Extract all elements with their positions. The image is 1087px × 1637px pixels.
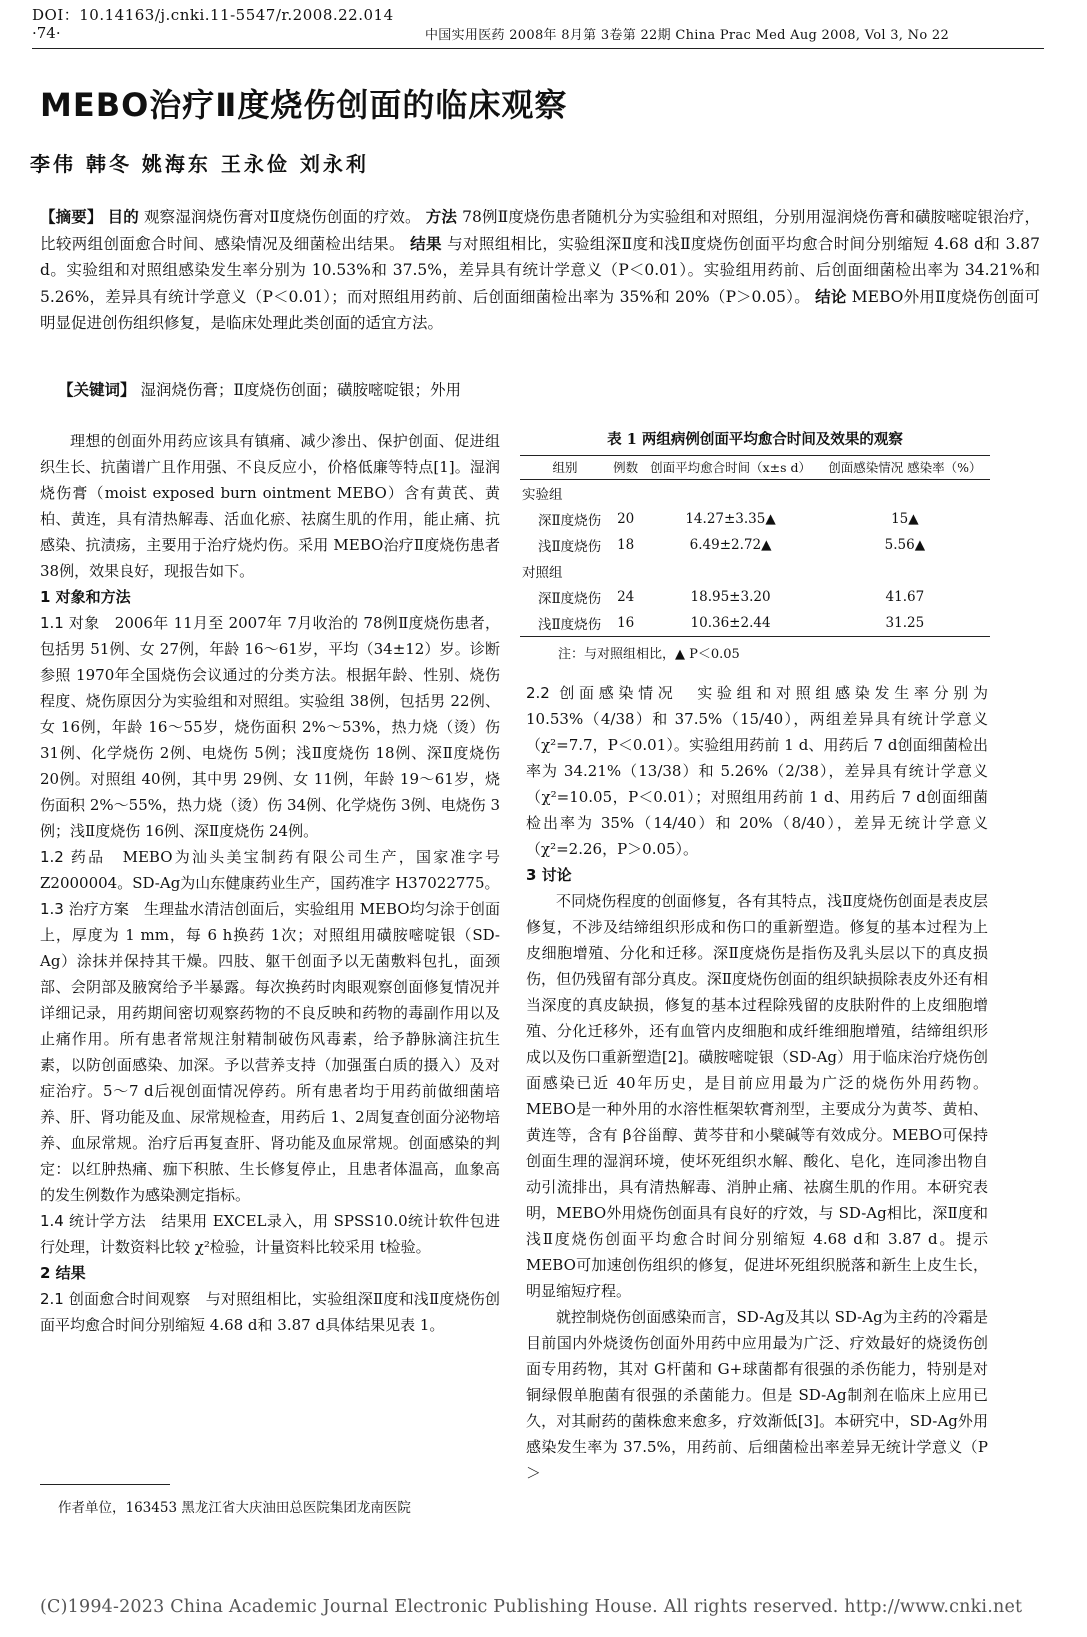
article-title: MEBO治疗Ⅱ度烧伤创面的临床观察 — [40, 86, 568, 124]
section-1-3 — [40, 896, 500, 1208]
table-cell: 24 — [617, 589, 635, 605]
table-group-label: 对照组 — [522, 565, 563, 581]
table-cell: 浅Ⅱ度烧伤 — [538, 617, 602, 633]
table-cell: 31.25 — [885, 615, 925, 631]
section-2-1-title: 2.1 创面愈合时间观察 — [40, 1290, 191, 1308]
abstract-conclusion-label: 结论 — [815, 286, 847, 306]
left-column — [40, 428, 500, 1338]
table-cell: 41.67 — [885, 589, 925, 605]
abstract — [40, 204, 1040, 337]
section-1-1-text: 2006年 11月至 2007年 7月收治的 78例Ⅱ度烧伤患者，包括男 51例、女 27例，年龄 16～61岁，平均（34±12）岁。诊断参照 1970年全国烧伤会议通过的分类方法。根据年龄、性别、烧伤程度、烧伤原因分为实验组和对照组。实验组 38例，包括男 22例、女 16例，年龄 16～55岁，烧伤面积 2%～53%，热力烧（烫）伤 31例、化学烧伤 2例、电烧伤 5例；浅Ⅱ度烧伤 18例、深Ⅱ度烧伤 20例。对照组 40例，其中男 29例、女 11例，年龄 19～61岁，烧伤面积 2%～55%，热力烧（烫）伤 34例、化学烧伤 3例、电烧伤 3例；浅Ⅱ度烧伤 16例、深Ⅱ度烧伤 24例。 — [40, 614, 500, 840]
table-row — [520, 610, 990, 637]
table-group-label: 实验组 — [522, 487, 563, 503]
table-cell: 5.56▲ — [884, 537, 926, 553]
article-authors: 李伟 韩冬 姚海东 王永俭 刘永利 — [30, 152, 369, 176]
table-cell: 18.95±3.20 — [690, 589, 771, 605]
table-row — [520, 506, 990, 532]
table-cell: 16 — [617, 615, 635, 631]
section-2-1 — [40, 1286, 500, 1338]
footnote-rule — [40, 1484, 170, 1485]
section-2-title: 2 结果 — [40, 1264, 86, 1282]
section-1-1-title: 1.1 对象 — [40, 614, 100, 632]
section-2-2-title: 2.2 创面感染情况 — [526, 684, 678, 702]
abstract-result: 与对照组相比，实验组深Ⅱ度和浅Ⅱ度烧伤创面平均愈合时间分别缩短 4.68 d和 3.87 d。实验组和对照组感染发生率分别为 10.53%和 37.5%，差异具有统计学意义（P＜0.01）。实验组用药前、后创面细菌检出率为 34.21%和 5.26%，差异具有统计学意义（P＜0.01）；而对照组用药前、后创面细菌检出率为 35%和 20%（P＞0.05）。 — [40, 234, 1040, 306]
abstract-conclusion: MEBO外用Ⅱ度烧伤创面可明显促进创伤组织修复，是临床处理此类创面的适宜方法。 — [40, 287, 1040, 332]
page-number: ·74· — [32, 24, 61, 42]
table-cell: 18 — [617, 537, 635, 553]
discussion-paragraph-2: 就控制烧伤创面感染而言，SD-Ag及其以 SD-Ag为主药的冷霜是目前国内外烧烫伤创面外用药中应用最为广泛、疗效最好的烧烫伤创面专用药物，其对 G杆菌和 G+球菌都有很强的杀伤能力，特别是对铜绿假单胞菌有很强的杀菌能力。但是 SD-Ag制剂在临床上应用已久，对其耐药的菌株愈来愈多，疗效渐低[3]。本研究中，SD-Ag外用感染发生率为 37.5%，用药前、后细菌检出率差异无统计学意义（P＞ — [526, 1308, 988, 1482]
journal-header: 中国实用医药 2008年 8月第 3卷第 22期 China Prac Med Aug 2008, Vol 3, No 22 — [425, 28, 950, 43]
abstract-result-label: 结果 — [410, 233, 442, 253]
section-1-2-title: 1.2 药品 — [40, 848, 106, 866]
section-2-1-text: 与对照组相比，实验组深Ⅱ度和浅Ⅱ度烧伤创面平均愈合时间分别缩短 4.68 d和 3.87 d具体结果见表 1。 — [40, 1290, 500, 1334]
section-2-2 — [526, 680, 988, 862]
table-1-grid — [520, 455, 990, 637]
table-row — [520, 532, 990, 558]
table-header-cell: 创面感染情况 感染率（%） — [828, 460, 982, 475]
section-3-title: 3 讨论 — [526, 866, 572, 884]
abstract-method: 78例Ⅱ度烧伤患者随机分为实验组和对照组，分别用湿润烧伤膏和磺胺嘧啶银治疗，比较两组创面愈合时间、感染情况及细菌检出结果。 — [40, 208, 1040, 253]
section-1-2-text: MEBO为汕头美宝制药有限公司生产，国家准字号 Z2000004。SD-Ag为山东健康药业生产，国药准字 H37022775。 — [40, 848, 500, 892]
right-column — [526, 680, 988, 1486]
abstract-method-label: 方法 — [425, 207, 458, 226]
section-1-1 — [40, 610, 500, 844]
keywords — [58, 378, 461, 400]
section-2-2-text: 实验组和对照组感染发生率分别为 10.53%（4/38）和 37.5%（15/40），两组差异具有统计学意义（χ²=7.7，P＜0.01）。实验组用药前 1 d、用药后 7 d创面细菌检出率为 34.21%（13/38）和 5.26%（2/38），差异具有统计学意义（χ²=10.05，P＜0.01）；对照组用药前 1 d、用药后 7 d创面细菌检出率为 35%（14/40）和 20%（8/40），差异无统计学意义（χ²=2.26，P＞0.05）。 — [526, 684, 988, 858]
copyright-watermark: (C)1994-2023 China Academic Journal Electronic Publishing House. All rights reserved. http://www.cnki.net — [40, 1597, 1023, 1617]
intro-paragraph: 理想的创面外用药应该具有镇痛、减少渗出、保护创面、促进组织生长、抗菌谱广且作用强、不良反应小，价格低廉等特点[1]。湿润烧伤膏（moist exposed burn ointment MEBO）含有黄芪、黄柏、黄连，具有清热解毒、活血化瘀、祛腐生肌的作用，能止痛、抗感染、抗渍疡，主要用于治疗烧灼伤。采用 MEBO治疗Ⅱ度烧伤患者 38例，效果良好，现报告如下。 — [40, 432, 500, 580]
doi-line: DOI：10.14163/j.cnki.11-5547/r.2008.22.014 — [32, 6, 394, 24]
table-cell: 6.49±2.72▲ — [689, 537, 772, 553]
author-affiliation: 作者单位，163453 黑龙江省大庆油田总医院集团龙南医院 — [58, 1500, 411, 1516]
table-cell: 浅Ⅱ度烧伤 — [538, 539, 602, 555]
abstract-purpose: 观察湿润烧伤膏对Ⅱ度烧伤创面的疗效。 — [144, 208, 421, 226]
section-1-4 — [40, 1208, 500, 1260]
table-cell: 15▲ — [891, 511, 919, 527]
table-header-cell: 创面平均愈合时间（x±s d） — [650, 460, 812, 475]
section-1-4-text: 结果用 EXCEL录入，用 SPSS10.0统计软件包进行处理，计数资料比较 χ²检验，计量资料比较采用 t检验。 — [40, 1212, 500, 1256]
section-1-3-title: 1.3 治疗方案 — [40, 900, 129, 918]
table-cell: 20 — [617, 511, 635, 527]
table-1-note: 注：与对照组相比，▲ P＜0.05 — [558, 647, 740, 662]
table-header-cell: 组别 — [552, 460, 578, 475]
table-row — [520, 584, 990, 610]
table-group-row — [520, 558, 990, 584]
table-cell: 深Ⅱ度烧伤 — [538, 591, 602, 607]
section-1-4-title: 1.4 统计学方法 — [40, 1212, 146, 1230]
section-1-2 — [40, 844, 500, 896]
abstract-label: 【摘要】 — [40, 207, 103, 226]
abstract-purpose-label: 目的 — [107, 207, 139, 226]
table-cell: 深Ⅱ度烧伤 — [538, 513, 602, 529]
table-header-cell: 例数 — [613, 460, 639, 475]
table-1 — [520, 428, 990, 662]
header-rule — [32, 48, 1044, 49]
table-cell: 14.27±3.35▲ — [685, 511, 776, 527]
keywords-label: 【关键词】 — [58, 380, 136, 399]
table-cell: 10.36±2.44 — [690, 615, 771, 631]
table-header-row — [520, 456, 990, 480]
discussion-paragraph-1: 不同烧伤程度的创面修复，各有其特点，浅Ⅱ度烧伤创面是表皮层修复，不涉及结缔组织形成和伤口的重新塑造。修复的基本过程为上皮细胞增殖、分化和迁移。深Ⅱ度烧伤是指伤及乳头层以下的真皮损伤，但仍残留有部分真皮。深Ⅱ度烧伤创面的组织缺损除表皮外还有相当深度的真皮缺损，修复的基本过程除残留的皮肤附件的上皮细胞增殖、分化迁移外，还有血管内皮细胞和成纤维细胞增殖，结缔组织形成以及伤口重新塑造[2]。磺胺嘧啶银（SD-Ag）用于临床治疗烧伤创面感染已近 40年历史，是目前应用最为广泛的烧伤外用药物。MEBO是一种外用的水溶性框架软膏剂型，主要成分为黄芩、黄柏、黄连等，含有 β谷甾醇、黄芩苷和小檗碱等有效成分。MEBO可保持创面生理的湿润环境，使坏死组织水解、酸化、皂化，连同渗出物自动引流排出，具有清热解毒、消肿止痛、祛腐生肌的作用。本研究表明，MEBO外用烧伤创面具有良好的疗效，与 SD-Ag相比，深Ⅱ度和浅Ⅱ度烧伤创面平均愈合时间分别缩短 4.68 d和 3.87 d。提示 MEBO可加速创伤组织的修复，促进坏死组织脱落和新生上皮生长，明显缩短疗程。 — [526, 892, 988, 1300]
table-group-row — [520, 480, 990, 507]
section-1-title: 1 对象和方法 — [40, 588, 131, 606]
keywords-text: 湿润烧伤膏；Ⅱ度烧伤创面；磺胺嘧啶银；外用 — [140, 381, 461, 399]
table-1-caption: 表 1 两组病例创面平均愈合时间及效果的观察 — [607, 431, 903, 448]
section-1-3-text: 生理盐水清洁创面后，实验组用 MEBO均匀涂于创面上，厚度为 1 mm，每 6 h换药 1次；对照组用磺胺嘧啶银（SD-Ag）涂抹并保持其干燥。四肢、躯干创面予以无菌敷料包扎，面颈部、会阴部及腋窝给予半暴露。每次换药时肉眼观察创面修复情况并详细记录，用药期间密切观察药物的不良反映和药物的毒副作用以及止痛作用。所有患者常规注射精制破伤风毒素，给予静脉滴注抗生素，以防创面感染、加深。予以营养支持（加强蛋白质的摄入）及对症治疗。5～7 d后视创面情况停药。所有患者均于用药前做细菌培养、肝、肾功能及血、尿常规检查，用药后 1、2周复查创面分泌物培养、血尿常规。治疗后再复查肝、肾功能及血尿常规。创面感染的判定：以红肿热痛、痂下积脓、生长修复停止，且患者体温高，血象高的发生例数作为感染测定指标。 — [40, 900, 500, 1204]
